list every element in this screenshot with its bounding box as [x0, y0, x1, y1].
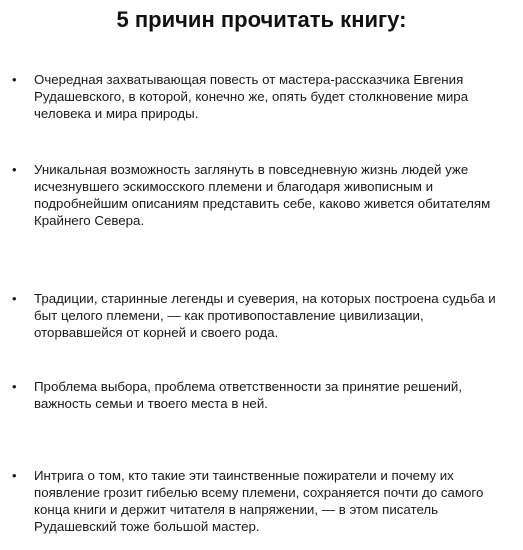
bullet-icon: •	[12, 162, 17, 177]
bullet-icon: •	[12, 379, 17, 394]
bullet-icon: •	[12, 468, 17, 483]
bullet-icon: •	[12, 72, 17, 87]
reason-text: Традиции, старинные легенды и суеверия, на которых построена судьба и быт целого племени, — как противопоставление цивилизации, оторвавшейся от корней и своего рода.	[34, 291, 496, 340]
reason-text: Проблема выбора, проблема ответственности за принятие решений, важность семьи и твоего места в ней.	[34, 379, 463, 411]
bullet-icon: •	[12, 291, 17, 306]
reason-text: Очередная захватывающая повесть от мастера-рассказчика Евгения Рудашевского, в которой, конечно же, опять будет столкновение мира человека и мира природы.	[34, 72, 469, 121]
reason-text: Уникальная возможность заглянуть в повседневную жизнь людей уже исчезнувшего эскимосского племени и благодаря живописным и подробнейшим описаниям представить себе, каково живется обитателям Крайнего Севера.	[34, 162, 491, 228]
page-title: 5 причин прочитать книгу:	[116, 7, 407, 32]
reason-text: Интрига о том, кто такие эти таинственные пожиратели и почему их появление грозит гибелью всему племени, сохраняется почти до самого конца книги и держит читателя в напряжении, — в этом писатель Рудашевский тоже большой мастер.	[34, 468, 484, 534]
